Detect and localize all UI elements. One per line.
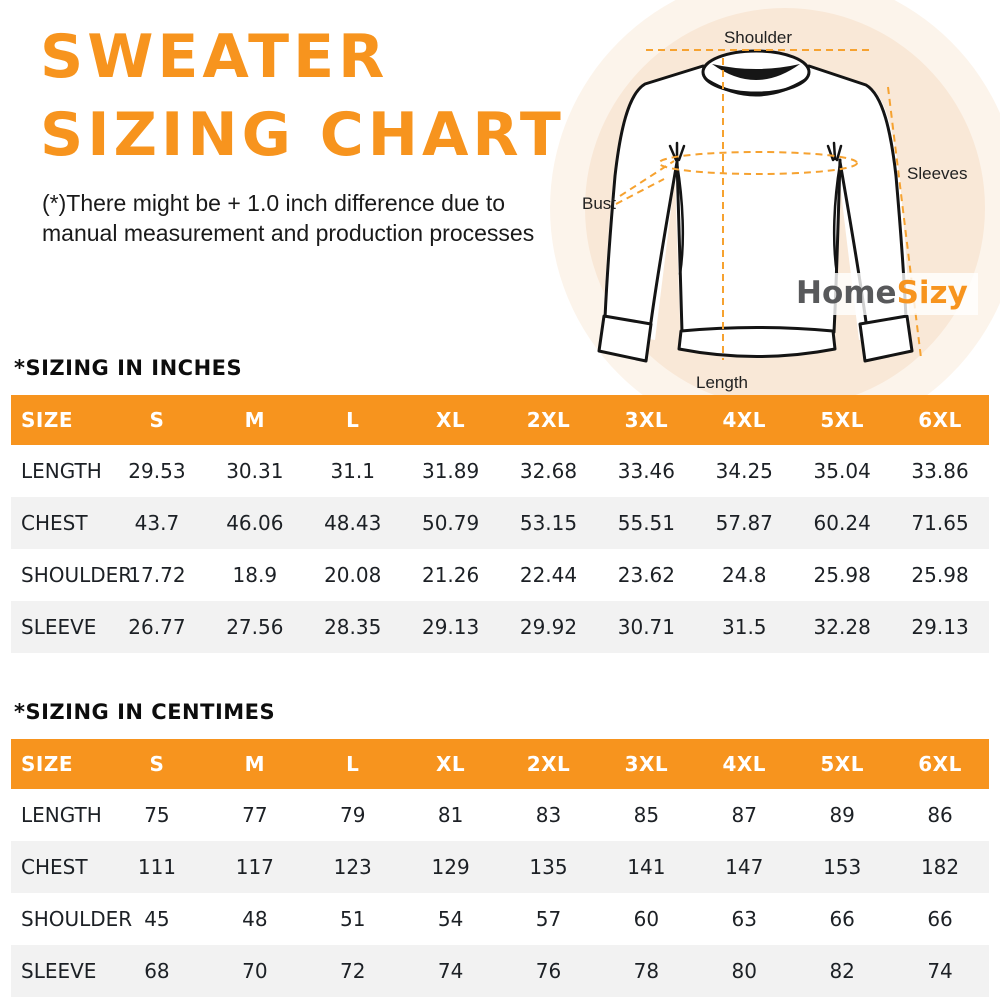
disclaimer-line1: (*)There might be + 1.0 inch difference due to <box>42 190 506 216</box>
table-row-sleeve <box>11 601 989 653</box>
centimes-table-heading: *SIZING IN CENTIMES <box>14 700 276 724</box>
column-header-s: S <box>149 752 165 776</box>
inches-table-heading: *SIZING IN INCHES <box>14 356 243 380</box>
size-value: 75 <box>144 803 170 827</box>
inches-size-table <box>11 395 989 653</box>
homesizy-logo <box>786 273 978 315</box>
size-value: 117 <box>235 855 274 879</box>
centimes-size-table <box>11 739 989 997</box>
column-header-3xl: 3XL <box>624 408 669 432</box>
size-value: 63 <box>731 907 757 931</box>
size-value: 46.06 <box>226 511 284 535</box>
size-value: 50.79 <box>421 511 480 535</box>
column-header-m: M <box>244 408 266 432</box>
size-value: 82 <box>829 959 855 983</box>
logo-text-sizy: Sizy <box>896 275 968 311</box>
column-header-4xl: 4XL <box>722 408 767 432</box>
size-value: 57 <box>535 907 562 931</box>
disclaimer-line2: manual measurement and production processes <box>42 220 535 246</box>
disclaimer-text <box>42 188 534 248</box>
sweater-illustration <box>560 0 1000 400</box>
row-label: SLEEVE <box>21 615 97 639</box>
size-value: 78 <box>633 959 660 983</box>
size-value: 72 <box>339 959 366 983</box>
size-value: 147 <box>725 855 764 879</box>
table-header-row <box>11 395 989 445</box>
table-row-chest <box>11 841 989 893</box>
size-value: 57.87 <box>715 511 773 535</box>
size-value: 32.28 <box>813 615 871 639</box>
size-value: 30.31 <box>226 459 284 483</box>
size-value: 135 <box>529 855 568 879</box>
size-value: 60 <box>633 907 660 931</box>
table-row-shoulder <box>11 893 989 945</box>
size-value: 71.65 <box>911 511 969 535</box>
size-value: 74 <box>927 959 953 983</box>
column-header-4xl: 4XL <box>722 752 767 776</box>
column-header-xl: XL <box>436 408 466 432</box>
size-value: 48 <box>242 907 268 931</box>
size-value: 86 <box>927 803 953 827</box>
column-header-size: SIZE <box>21 408 74 432</box>
size-value: 53.15 <box>519 511 578 535</box>
size-value: 66 <box>829 907 855 931</box>
size-value: 79 <box>339 803 366 827</box>
size-value: 89 <box>829 803 855 827</box>
size-value: 153 <box>823 855 862 879</box>
column-header-m: M <box>244 752 266 776</box>
column-header-5xl: 5XL <box>820 408 864 432</box>
size-value: 60.24 <box>813 511 871 535</box>
sizing-inches-section <box>0 356 1000 653</box>
size-value: 28.35 <box>324 615 382 639</box>
size-value: 18.9 <box>232 563 278 587</box>
size-value: 31.5 <box>722 615 767 639</box>
size-value: 20.08 <box>324 563 382 587</box>
size-value: 25.98 <box>911 563 969 587</box>
size-value: 77 <box>242 803 268 827</box>
table-row-length <box>11 789 989 841</box>
size-value: 87 <box>731 803 757 827</box>
size-value: 33.86 <box>911 459 969 483</box>
length-label: Length <box>696 373 748 392</box>
size-value: 123 <box>333 855 372 879</box>
column-header-6xl: 6XL <box>918 752 962 776</box>
size-value: 43.7 <box>134 511 180 535</box>
size-value: 31.89 <box>421 459 480 483</box>
size-value: 21.26 <box>421 563 480 587</box>
size-value: 129 <box>431 855 470 879</box>
size-value: 27.56 <box>226 615 284 639</box>
row-label: LENGTH <box>21 803 102 827</box>
size-value: 45 <box>144 907 170 931</box>
size-value: 141 <box>627 855 666 879</box>
size-value: 25.98 <box>813 563 871 587</box>
page-title-line2: SIZING CHART <box>40 100 565 170</box>
size-value: 31.1 <box>330 459 375 483</box>
size-value: 111 <box>137 855 177 879</box>
row-label: SHOULDER <box>21 563 133 587</box>
size-value: 54 <box>437 907 464 931</box>
size-value: 81 <box>437 803 464 827</box>
size-value: 74 <box>437 959 464 983</box>
column-header-6xl: 6XL <box>918 408 962 432</box>
sleeves-label: Sleeves <box>907 164 968 183</box>
column-header-3xl: 3XL <box>624 752 669 776</box>
table-header-row <box>11 739 989 789</box>
size-value: 26.77 <box>128 615 186 639</box>
size-value: 29.53 <box>128 459 186 483</box>
column-header-xl: XL <box>436 752 466 776</box>
table-row-chest <box>11 497 989 549</box>
column-header-5xl: 5XL <box>820 752 864 776</box>
sizing-centimes-section <box>0 700 1000 997</box>
size-value: 182 <box>920 855 960 879</box>
table-row-shoulder <box>11 549 989 601</box>
size-value: 24.8 <box>722 563 767 587</box>
bust-label: Bust <box>582 194 617 213</box>
column-header-2xl: 2XL <box>526 408 571 432</box>
column-header-2xl: 2XL <box>526 752 571 776</box>
row-label: CHEST <box>21 511 88 535</box>
size-value: 29.13 <box>911 615 969 639</box>
row-label: SHOULDER <box>21 907 133 931</box>
size-value: 32.68 <box>519 459 578 483</box>
size-value: 66 <box>927 907 953 931</box>
size-value: 30.71 <box>617 615 676 639</box>
shoulder-label: Shoulder <box>723 28 793 47</box>
size-value: 34.25 <box>715 459 773 483</box>
size-value: 17.72 <box>128 563 186 587</box>
size-value: 68 <box>144 959 170 983</box>
size-value: 85 <box>633 803 660 827</box>
size-value: 70 <box>242 959 268 983</box>
size-value: 55.51 <box>617 511 676 535</box>
page-title <box>40 18 565 174</box>
column-header-l: L <box>346 408 360 432</box>
size-value: 35.04 <box>813 459 871 483</box>
sweater-measurement-diagram <box>560 0 1000 400</box>
column-header-l: L <box>346 752 360 776</box>
row-label: SLEEVE <box>21 959 97 983</box>
size-value: 33.46 <box>617 459 676 483</box>
size-value: 83 <box>535 803 562 827</box>
size-value: 80 <box>731 959 757 983</box>
page-title-line1: SWEATER <box>40 22 389 92</box>
size-value: 29.13 <box>421 615 480 639</box>
size-value: 23.62 <box>617 563 676 587</box>
size-value: 48.43 <box>324 511 382 535</box>
table-row-length <box>11 445 989 497</box>
size-value: 76 <box>535 959 562 983</box>
row-label: LENGTH <box>21 459 102 483</box>
row-label: CHEST <box>21 855 88 879</box>
column-header-s: S <box>149 408 165 432</box>
logo-text-home: Home <box>796 275 897 311</box>
column-header-size: SIZE <box>21 752 74 776</box>
size-value: 29.92 <box>519 615 578 639</box>
size-value: 51 <box>339 907 366 931</box>
table-row-sleeve <box>11 945 989 997</box>
size-value: 22.44 <box>519 563 578 587</box>
